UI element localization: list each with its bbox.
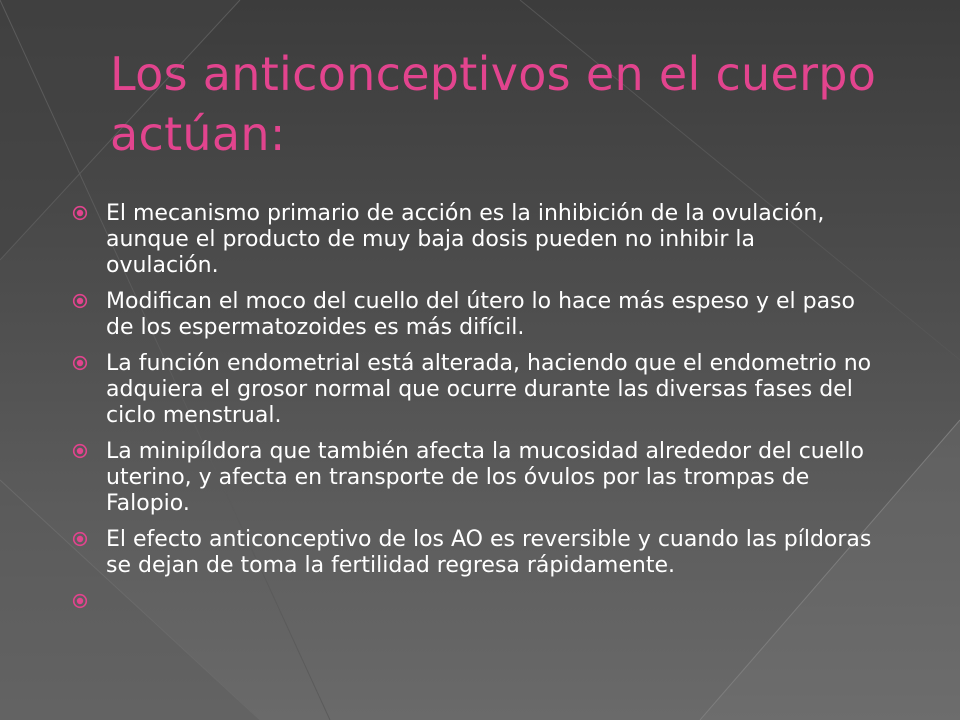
bullet-text: La minipíldora que también afecta la mucosidad alrededor del cuello uterino, y afecta en transporte de los óvulos por las trompas de Falopio. <box>106 439 864 516</box>
circled-dot-bullet-icon <box>72 205 88 221</box>
circled-dot-bullet-icon <box>72 531 88 547</box>
bullet-text <box>106 589 872 615</box>
bullet-item <box>72 351 872 429</box>
circled-dot-bullet-icon <box>72 293 88 309</box>
bullet-list <box>72 201 872 625</box>
bullet-item <box>72 589 872 615</box>
bullet-text: La función endometrial está alterada, haciendo que el endometrio no adquiera el grosor normal que ocurre durante las diversas fases del ciclo menstrual. <box>106 351 872 428</box>
bullet-text: El mecanismo primario de acción es la inhibición de la ovulación, aunque el producto de muy baja dosis pueden no inhibir la ovulación. <box>106 201 825 278</box>
bullet-item <box>72 439 872 517</box>
bullet-text: El efecto anticonceptivo de los AO es reversible y cuando las píldoras se dejan de toma la fertilidad regresa rápidamente. <box>106 527 872 578</box>
slide-title: Los anticonceptivos en el cuerpo actúan: <box>110 47 877 161</box>
circled-dot-bullet-icon <box>72 443 88 459</box>
bullet-item <box>72 289 872 341</box>
circled-dot-bullet-icon <box>72 355 88 371</box>
bullet-item <box>72 527 872 579</box>
bullet-item <box>72 201 872 279</box>
circled-dot-bullet-icon <box>72 593 88 609</box>
bullet-text: Modifican el moco del cuello del útero lo hace más espeso y el paso de los espermatozoides es más difícil. <box>106 289 855 340</box>
